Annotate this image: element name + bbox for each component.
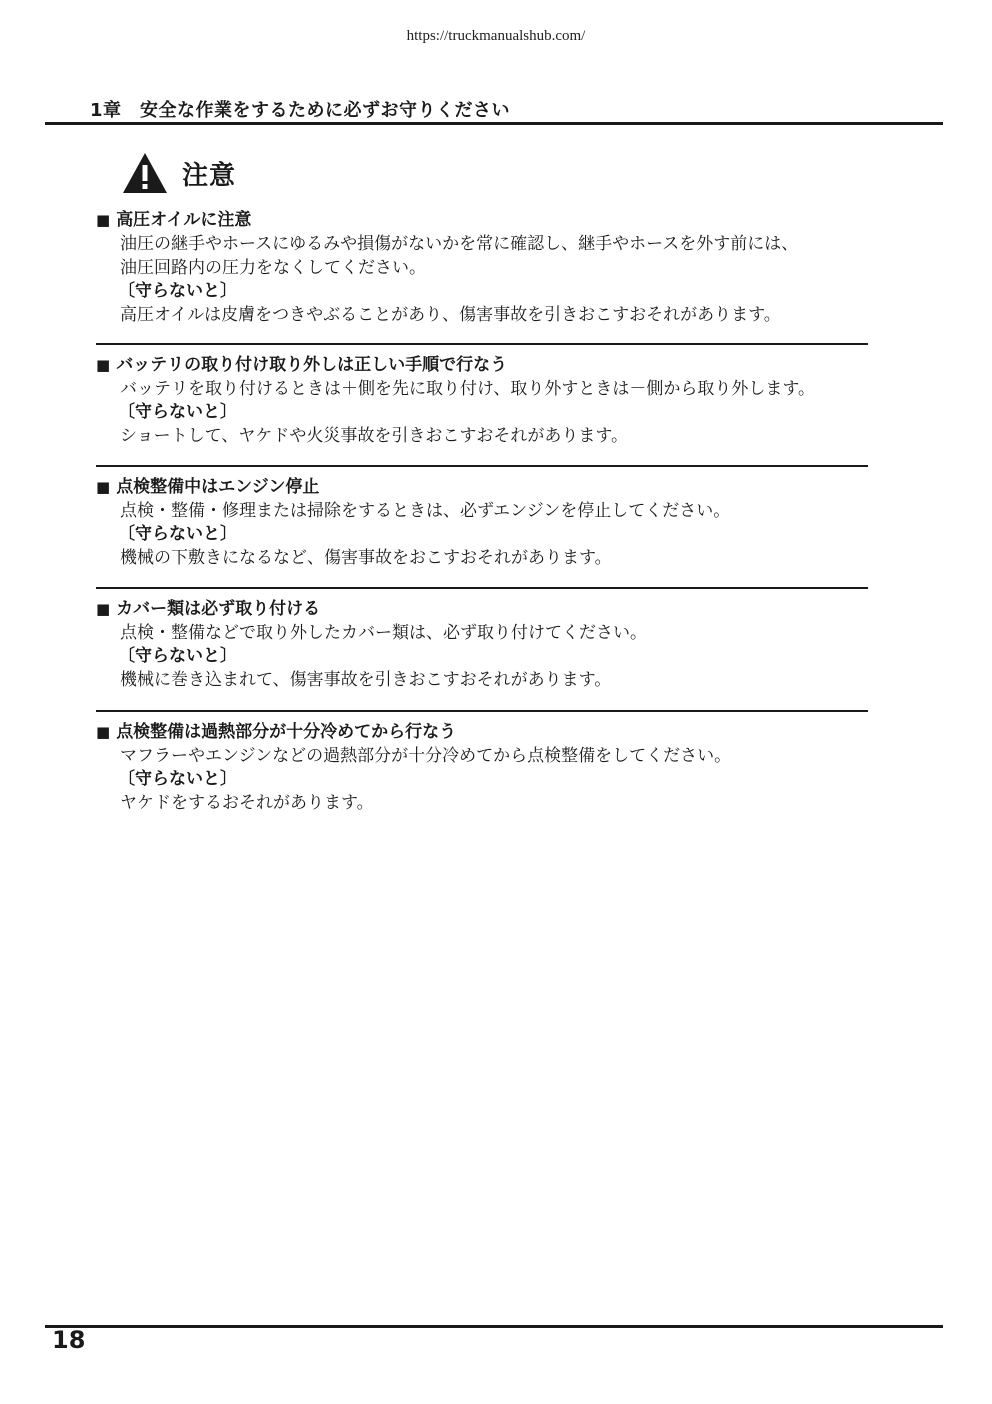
warning-text: 機械の下敷きになるなど、傷害事故をおこすおそれがあります。 (120, 548, 612, 568)
safety-section-hot-parts (96, 720, 868, 815)
footer-rule (45, 1325, 943, 1328)
square-bullet-icon: ■ (96, 478, 111, 496)
chapter-title: 1章 安全な作業をするために必ずお守りください (90, 100, 511, 121)
warning-text: 機械に巻き込まれて、傷害事故を引きおこすおそれがあります。 (120, 670, 612, 690)
warning-text: ショートして、ヤケドや火災事故を引きおこすおそれがあります。 (120, 426, 628, 446)
warning-text: 高圧オイルは皮膚をつきやぶることがあり、傷害事故を引きおこすおそれがあります。 (120, 305, 781, 325)
warning-label: 〔守らないと〕 (118, 281, 237, 301)
warning-label: 〔守らないと〕 (118, 524, 237, 544)
caution-label: 注意 (182, 160, 237, 191)
safety-section-battery (96, 353, 868, 448)
section-heading: ■ カバー類は必ず取り付ける (96, 599, 321, 619)
section-heading: ■ 点検整備中はエンジン停止 (96, 477, 320, 497)
warning-label: 〔守らないと〕 (118, 646, 237, 666)
square-bullet-icon: ■ (96, 211, 111, 229)
warning-triangle-icon (122, 152, 168, 194)
section-divider (96, 710, 868, 712)
section-body-line: 点検・整備などで取り外したカバー類は、必ず取り付けてください。 (120, 623, 647, 643)
square-bullet-icon: ■ (96, 723, 111, 741)
square-bullet-icon: ■ (96, 600, 111, 618)
section-body-line: バッテリを取り付けるときは＋側を先に取り付け、取り外すときは－側から取り外します。 (120, 379, 815, 399)
section-body-line: マフラーやエンジンなどの過熱部分が十分冷めてから点検整備をしてください。 (120, 746, 732, 766)
caution-banner (122, 152, 236, 194)
section-heading: ■ 点検整備は過熱部分が十分冷めてから行なう (96, 722, 457, 742)
section-heading: ■ バッテリの取り付け取り外しは正しい手順で行なう (96, 355, 508, 375)
safety-section-covers (96, 597, 868, 692)
section-divider (96, 465, 868, 467)
warning-label: 〔守らないと〕 (118, 402, 237, 422)
section-divider (96, 343, 868, 345)
page-number: 18 (52, 1326, 86, 1354)
safety-section-high-pressure-oil (96, 208, 868, 327)
section-body-line: 油圧の継手やホースにゆるみや損傷がないかを常に確認し、継手やホースを外す前には、 (120, 234, 799, 254)
square-bullet-icon: ■ (96, 356, 111, 374)
warning-text: ヤケドをするおそれがあります。 (120, 793, 374, 813)
section-body-line: 油圧回路内の圧力をなくしてください。 (120, 258, 426, 278)
safety-section-engine-stop (96, 475, 868, 570)
source-url[interactable]: https://truckmanualshub.com/ (406, 28, 586, 44)
warning-label: 〔守らないと〕 (118, 769, 237, 789)
section-body-line: 点検・整備・修理または掃除をするときは、必ずエンジンを停止してください。 (120, 501, 731, 521)
header-rule (45, 122, 943, 125)
section-divider (96, 587, 868, 589)
section-heading: ■ 高圧オイルに注意 (96, 210, 252, 230)
